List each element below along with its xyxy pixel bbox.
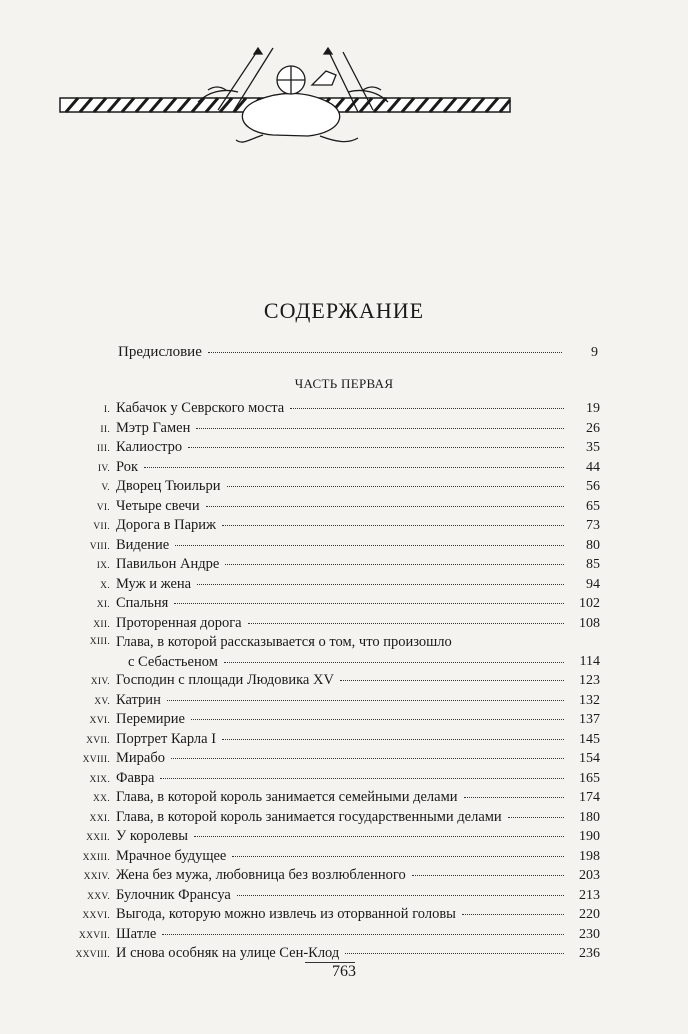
- chapter-number: XVII.: [86, 735, 110, 746]
- toc-entry[interactable]: [60, 692, 600, 712]
- leader-dots: [345, 953, 564, 954]
- chapter-page: 123: [579, 673, 600, 688]
- page-number: 763: [332, 963, 356, 980]
- chapter-title: Шатле: [116, 925, 157, 942]
- toc-entry[interactable]: [60, 556, 600, 576]
- leader-dots: [171, 758, 564, 759]
- chapter-title: Павильон Андре: [116, 556, 220, 572]
- chapter-title: Мирабо: [116, 750, 165, 766]
- leader-dots: [237, 895, 564, 896]
- chapter-number: XV.: [94, 696, 110, 707]
- toc-heading: СОДЕРЖАНИЕ: [263, 298, 425, 323]
- preface-title: Предисловие: [118, 344, 202, 360]
- chapter-page: 203: [579, 868, 600, 883]
- chapter-page: 85: [586, 557, 600, 572]
- leader-dots: [222, 739, 564, 740]
- chapter-page: 80: [586, 537, 600, 553]
- toc-list: [60, 400, 600, 965]
- leader-dots: [160, 778, 564, 779]
- chapter-title: Дорога в Париж: [116, 517, 217, 533]
- toc-entry[interactable]: [60, 770, 600, 790]
- preface-page: 9: [591, 345, 598, 360]
- toc-entry[interactable]: [60, 789, 600, 809]
- chapter-page: 174: [579, 790, 600, 805]
- chapter-title-continued: с Себастьеном: [128, 653, 218, 670]
- chapter-number: XIV.: [90, 677, 110, 687]
- chapter-title: Мэтр Гамен: [116, 419, 191, 436]
- chapter-number: XIII.: [89, 637, 110, 647]
- toc-entry[interactable]: [60, 672, 600, 692]
- chapter-page: 154: [579, 751, 600, 766]
- chapter-number: XXIII.: [82, 852, 110, 863]
- toc-entry[interactable]: [60, 400, 600, 420]
- chapter-title: Видение: [116, 536, 170, 553]
- leader-dots: [191, 719, 564, 720]
- toc-entry[interactable]: [60, 867, 600, 887]
- chapter-page: 73: [586, 518, 600, 533]
- leader-dots: [194, 836, 564, 837]
- toc-entry[interactable]: [60, 906, 600, 926]
- chapter-title: Глава, в которой король занимается семейными делами: [116, 789, 458, 805]
- leader-dots: [144, 467, 564, 468]
- chapter-number: VIII.: [89, 541, 110, 552]
- chapter-number: XIX.: [89, 774, 110, 785]
- toc-entry[interactable]: [60, 595, 600, 615]
- chapter-title: Рок: [116, 458, 138, 475]
- chapter-number: XII.: [93, 619, 110, 630]
- chapter-title: Глава, в которой рассказывается о том, что произошло: [116, 634, 452, 650]
- toc-entry[interactable]: [60, 615, 600, 635]
- chapter-page: 220: [579, 907, 600, 922]
- chapter-number: XX.: [93, 794, 110, 804]
- chapter-page: 65: [586, 498, 600, 514]
- toc-entry[interactable]: [60, 731, 600, 751]
- chapter-page: 165: [579, 770, 600, 786]
- chapter-page: 26: [586, 420, 600, 436]
- chapter-page: 190: [579, 829, 600, 844]
- chapter-number: IV.: [97, 463, 110, 474]
- chapter-number: VI.: [96, 502, 110, 513]
- toc-entry[interactable]: [60, 420, 600, 440]
- leader-dots: [206, 506, 564, 507]
- toc-entry[interactable]: [60, 439, 600, 459]
- chapter-page: 137: [579, 712, 600, 727]
- chapter-number: XI.: [96, 600, 110, 610]
- chapter-title: Спальня: [116, 595, 169, 611]
- leader-dots: [222, 525, 564, 526]
- toc-entry[interactable]: [60, 576, 600, 596]
- chapter-page: 180: [579, 809, 600, 825]
- chapter-page: 94: [586, 576, 600, 592]
- toc-entry[interactable]: [60, 478, 600, 498]
- toc-entry[interactable]: [60, 828, 600, 848]
- leader-dots: [224, 662, 564, 663]
- leader-dots: [508, 817, 564, 818]
- toc-entry[interactable]: [60, 848, 600, 868]
- trophy-ornament: [58, 40, 513, 150]
- chapter-title: У королевы: [116, 828, 189, 844]
- chapter-page: 102: [579, 596, 600, 611]
- chapter-page: 114: [579, 654, 600, 669]
- chapter-page: 44: [586, 459, 600, 475]
- chapter-title: Фавра: [116, 769, 155, 786]
- chapter-page: 236: [579, 946, 600, 961]
- chapter-number: XXV.: [87, 891, 110, 902]
- leader-dots: [412, 875, 564, 876]
- leader-dots: [248, 623, 564, 624]
- chapter-title: Перемирие: [116, 711, 185, 727]
- toc-preface[interactable]: [118, 344, 598, 361]
- toc-entry[interactable]: [60, 711, 600, 731]
- chapter-title: Господин с площади Людовика XV: [116, 672, 334, 688]
- chapter-page: 145: [579, 731, 600, 747]
- chapter-page: 198: [579, 848, 600, 864]
- chapter-title: Выгода, которую можно извлечь из оторванной головы: [116, 906, 456, 922]
- chapter-title: Четыре свечи: [116, 497, 200, 514]
- chapter-number: III.: [96, 444, 110, 454]
- chapter-title: Жена без мужа, любовница без возлюбленного: [116, 867, 406, 883]
- leader-dots: [174, 603, 564, 604]
- toc-entry[interactable]: [60, 459, 600, 479]
- leader-dots: [175, 545, 564, 546]
- chapter-number: XVIII.: [82, 755, 110, 765]
- leader-dots: [290, 408, 564, 409]
- chapter-title: Катрин: [116, 691, 161, 708]
- chapter-page: 56: [586, 479, 600, 494]
- chapter-number: XXVIII.: [75, 950, 110, 960]
- chapter-title: Калиостро: [116, 439, 183, 455]
- leader-dots: [225, 564, 564, 565]
- chapter-number: XXII.: [86, 833, 110, 843]
- leader-dots: [197, 584, 564, 585]
- toc-entry[interactable]: [60, 498, 600, 518]
- chapter-number: VII.: [93, 522, 110, 532]
- toc-entry[interactable]: [60, 750, 600, 770]
- chapter-title: Кабачок у Севрского моста: [116, 400, 285, 416]
- chapter-title: Дворец Тюильри: [116, 478, 221, 494]
- chapter-page: 230: [579, 926, 600, 942]
- chapter-number: XXI.: [89, 813, 110, 824]
- chapter-number: I.: [103, 405, 110, 415]
- leader-dots: [188, 447, 564, 448]
- chapter-page: 132: [579, 692, 600, 708]
- chapter-number: XXVII.: [78, 930, 110, 941]
- chapter-number: IX.: [96, 561, 110, 571]
- chapter-number: XVI.: [89, 716, 110, 726]
- chapter-page: 35: [586, 440, 600, 455]
- chapter-page: 108: [579, 615, 600, 631]
- leader-dots: [340, 680, 564, 681]
- chapter-page: 19: [586, 401, 600, 416]
- toc-entry[interactable]: [60, 537, 600, 557]
- leader-dots: [227, 486, 564, 487]
- chapter-title: Муж и жена: [116, 575, 192, 592]
- chapter-number: X.: [100, 580, 110, 591]
- leader-dots: [462, 914, 564, 915]
- chapter-number: II.: [100, 424, 110, 435]
- chapter-title: Глава, в которой король занимается государственными делами: [116, 808, 502, 825]
- leader-dots: [208, 352, 562, 353]
- part-heading: ЧАСТЬ ПЕРВАЯ: [294, 376, 394, 391]
- leader-dots: [196, 428, 564, 429]
- toc-entry[interactable]: [60, 809, 600, 829]
- toc-entry[interactable]: [60, 887, 600, 907]
- chapter-number: XXIV.: [83, 872, 110, 882]
- leader-dots: [464, 797, 564, 798]
- leader-dots: [232, 856, 564, 857]
- leader-dots: [167, 700, 564, 701]
- chapter-title: И снова особняк на улице Сен-Клод: [116, 945, 340, 961]
- chapter-number: V.: [101, 483, 110, 493]
- leader-dots: [162, 934, 564, 935]
- chapter-title: Портрет Карла I: [116, 730, 217, 747]
- chapter-title: Проторенная дорога: [116, 614, 242, 631]
- toc-entry[interactable]: [60, 634, 600, 672]
- toc-entry[interactable]: [60, 517, 600, 537]
- chapter-number: XXVI.: [82, 911, 110, 921]
- toc-entry[interactable]: [60, 926, 600, 946]
- chapter-title: Мрачное будущее: [116, 847, 227, 864]
- chapter-page: 213: [579, 887, 600, 903]
- chapter-title: Булочник Франсуа: [116, 886, 231, 903]
